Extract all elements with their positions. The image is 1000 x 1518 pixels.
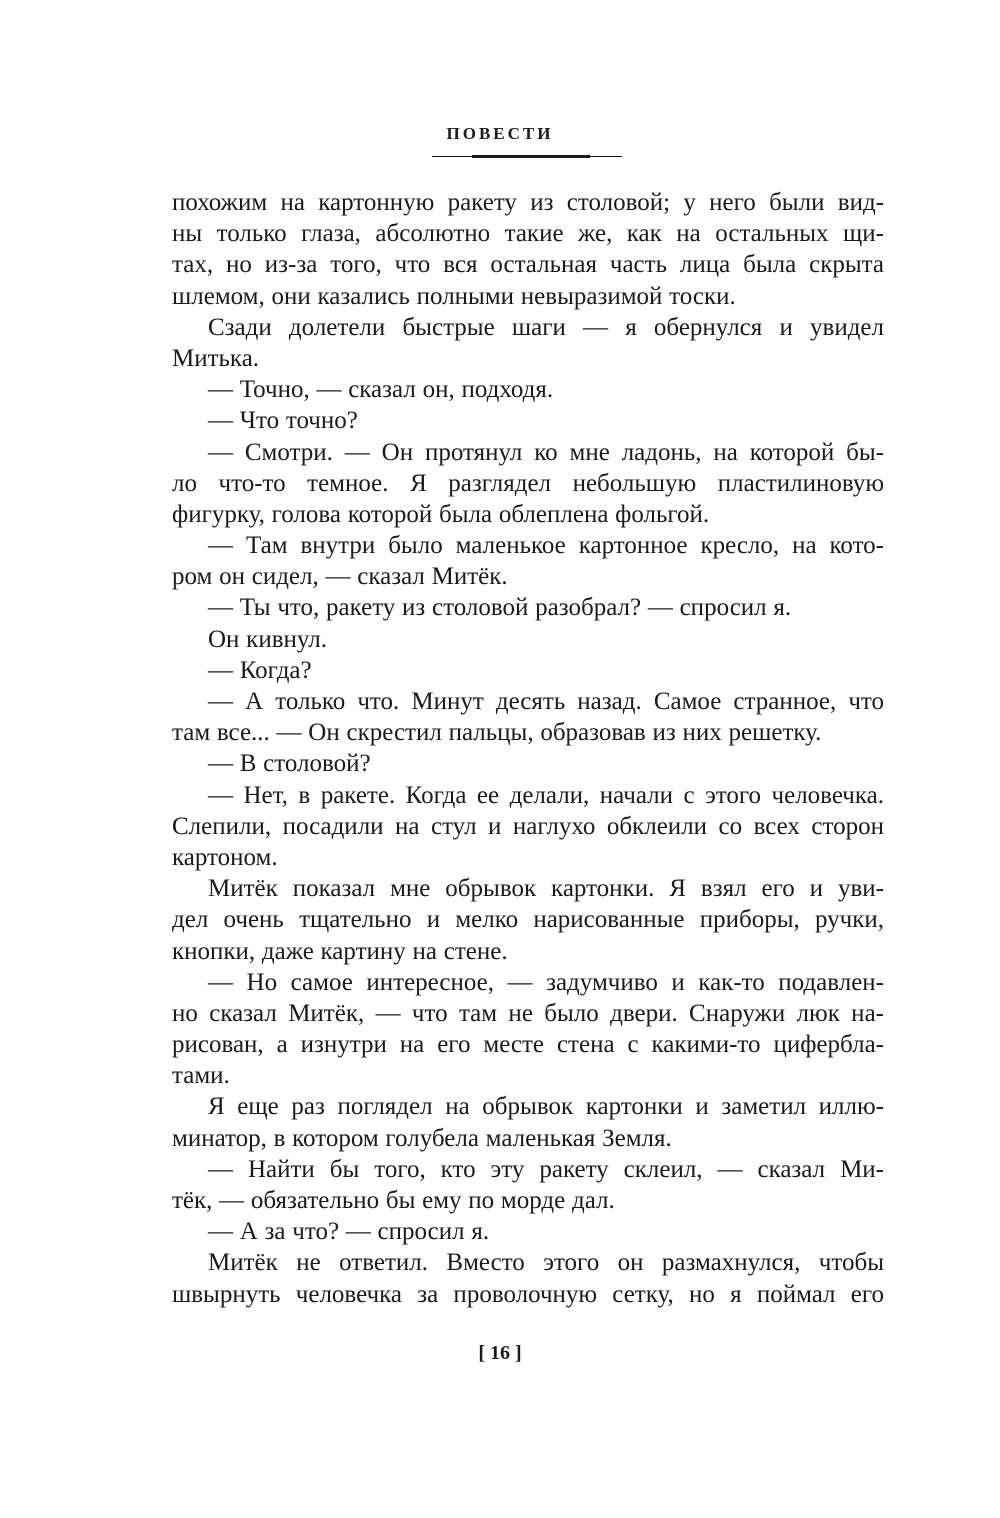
text-line: ло что-то темное. Я разглядел небольшую пластилиновую (172, 469, 884, 497)
text-line: фигурку, голова которой была облеплена фольгой. (172, 500, 710, 528)
text-line: Слепили, посадили на стул и наглухо обклеили со всех сторон (172, 812, 884, 840)
text-line: похожим на картонную ракету из столовой; у него были вид- (172, 189, 884, 216)
text-line: ром он сидел, — сказал Митёк. (172, 563, 508, 591)
body-text (172, 187, 884, 1310)
text-line: — А только что. Минут десять назад. Самое странное, что (208, 688, 884, 715)
running-head: ПОВЕСТИ (446, 124, 554, 143)
text-line: Он кивнул. (208, 625, 328, 653)
text-line: — Нет, в ракете. Когда ее делали, начали с этого человечка. (208, 781, 884, 809)
header-rule-thick (472, 155, 590, 158)
page-number: [ 16 ] (478, 1342, 522, 1364)
text-line: рисован, а изнутри на его месте стена с какими-то цифербла- (172, 1031, 884, 1059)
text-line: но сказал Митёк, — что там не было двери. Снаружи люк на- (172, 999, 884, 1027)
text-line: минатор, в котором голубела маленькая Земля. (172, 1124, 672, 1152)
text-line: — Когда? (208, 656, 312, 684)
text-line: дел очень тщательно и мелко нарисованные приборы, ручки, (172, 906, 884, 934)
text-line: — В столовой? (208, 750, 371, 778)
text-line: швырнуть человечка за проволочную сетку, но я поймал его (172, 1280, 884, 1308)
text-line: Я еще раз поглядел на обрывок картонки и заметил иллю- (208, 1093, 884, 1121)
text-line: тах, но из-за того, что вся остальная часть лица была скрыта (172, 251, 884, 279)
text-line: — Точно, — сказал он, подходя. (208, 376, 554, 404)
text-line: — А за что? — спросил я. (208, 1218, 490, 1246)
text-line: Сзади долетели быстрые шаги — я обернулся и увидел (208, 313, 884, 341)
text-line: — Но самое интересное, — задумчиво и как-то подавлен- (208, 968, 884, 996)
text-line: тами. (172, 1062, 230, 1090)
text-line: ны только глаза, абсолютно такие же, как на остальных щи- (172, 220, 884, 248)
text-line: картоном. (172, 843, 278, 871)
text-line: кнопки, даже картину на стене. (172, 937, 508, 965)
text-line: — Найти бы того, кто эту ракету склеил, — сказал Ми- (208, 1155, 884, 1183)
text-line: — Ты что, ракету из столовой разобрал? — спросил я. (208, 594, 792, 622)
text-line: Митька. (172, 344, 260, 372)
text-line: — Смотри. — Он протянул ко мне ладонь, на которой бы- (208, 438, 884, 466)
text-line: — Что точно? (208, 407, 358, 435)
text-line: шлемом, они казались полными невыразимой тоски. (172, 282, 736, 310)
text-line: — Там внутри было маленькое картонное кресло, на кото- (208, 532, 884, 560)
text-line: Митёк не ответил. Вместо этого он размахнулся, чтобы (208, 1249, 884, 1277)
text-line: Митёк показал мне обрывок картонки. Я взял его и уви- (208, 875, 884, 903)
text-line: тёк, — обязательно бы ему по морде дал. (172, 1187, 615, 1214)
text-line: там все... — Он скрестил пальцы, образовав из них решетку. (172, 719, 822, 747)
